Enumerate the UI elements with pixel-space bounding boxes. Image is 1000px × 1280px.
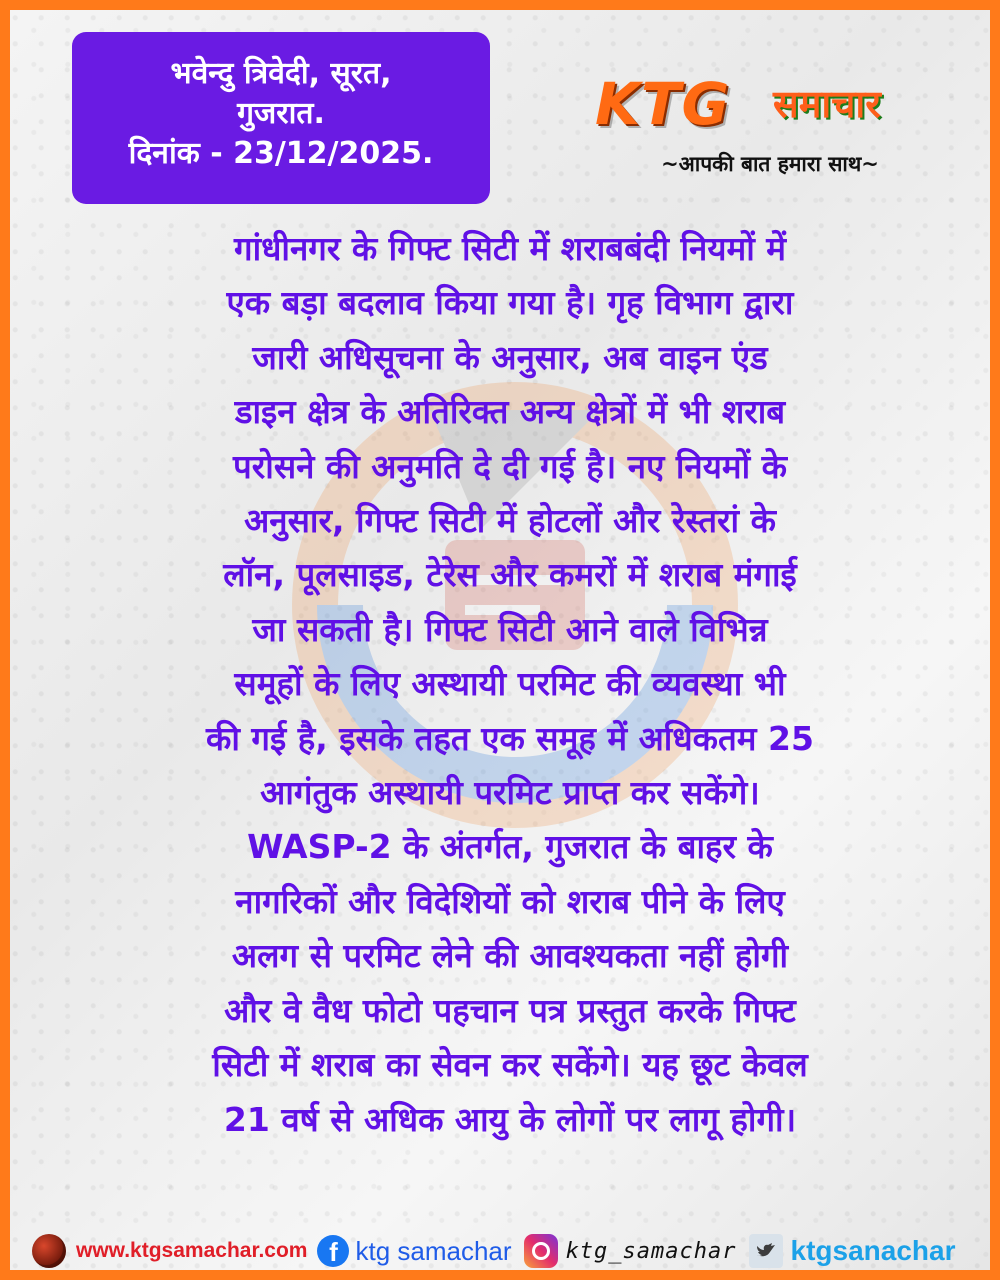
website-label: www.ktgsamachar.com [76, 1239, 308, 1262]
article-body [38, 222, 982, 1147]
byline-date: दिनांक - 23/12/2025. [128, 136, 434, 171]
article-line: समूहों के लिए अस्थायी परमिट की व्यवस्था भी [234, 664, 786, 704]
article-line: और वे वैध फोटो पहचान पत्र प्रस्तुत करके गिफ्ट [224, 990, 796, 1030]
article-line: परोसने की अनुमति दे दी गई है। नए नियमों के [233, 446, 787, 486]
twitter-label: ktgsanachar [790, 1235, 956, 1266]
website-link[interactable] [20, 1234, 307, 1268]
article-line: अनुसार, गिफ्ट सिटी में होटलों और रेस्तरां के [244, 501, 776, 541]
article-line: अलग से परमिट लेने की आवश्यकता नहीं होगी [231, 936, 789, 976]
ktg-logo [595, 72, 965, 142]
article-line: आगंतुक अस्थायी परमिट प्राप्त कर सकेंगे। [260, 773, 760, 813]
facebook-link[interactable] [307, 1235, 511, 1267]
byline-author: भवेन्दु त्रिवेदी, सूरत, [170, 56, 392, 91]
facebook-label: ktg samachar [355, 1235, 512, 1266]
article-line: नागरिकों और विदेशियों को शराब पीने के लिए [235, 881, 785, 921]
logo-tagline: ~आपकी बात हमारा साथ~ [661, 152, 879, 176]
article-line: लॉन, पूलसाइड, टेरेस और कमरों में शराब मंगाई [223, 555, 797, 595]
article-line: जा सकती है। गिफ्ट सिटी आने वाले विभिन्न [252, 609, 768, 649]
article-line: WASP-2 के अंतर्गत, गुजरात के बाहर के [247, 827, 773, 867]
byline-state: गुजरात. [237, 96, 325, 131]
article-line: डाइन क्षेत्र के अतिरिक्त अन्य क्षेत्रों में भी शराब [234, 392, 786, 432]
article-line: एक बड़ा बदलाव किया गया है। गृह विभाग द्वारा [226, 283, 794, 323]
logo-brand: KTG [595, 70, 731, 138]
footer-bar [20, 1222, 1000, 1280]
article-line: सिटी में शराब का सेवन कर सकेंगे। यह छूट केवल [212, 1045, 808, 1085]
globe-icon [32, 1234, 66, 1268]
logo-word: समाचार [773, 82, 881, 126]
twitter-link[interactable] [737, 1234, 956, 1268]
instagram-link[interactable] [512, 1234, 737, 1268]
article-line: की गई है, इसके तहत एक समूह में अधिकतम 25 [206, 718, 814, 758]
instagram-label: ktg_samachar [565, 1238, 737, 1264]
twitter-bird-icon [749, 1234, 783, 1268]
byline-box [72, 32, 490, 204]
article-line: गांधीनगर के गिफ्ट सिटी में शराबबंदी नियमों में [234, 229, 786, 268]
facebook-icon: f [317, 1235, 349, 1267]
article-line: 21 वर्ष से अधिक आयु के लोगों पर लागू होगी। [223, 1099, 797, 1139]
article-line: जारी अधिसूचना के अनुसार, अब वाइन एंड [252, 337, 768, 377]
instagram-icon [524, 1234, 558, 1268]
